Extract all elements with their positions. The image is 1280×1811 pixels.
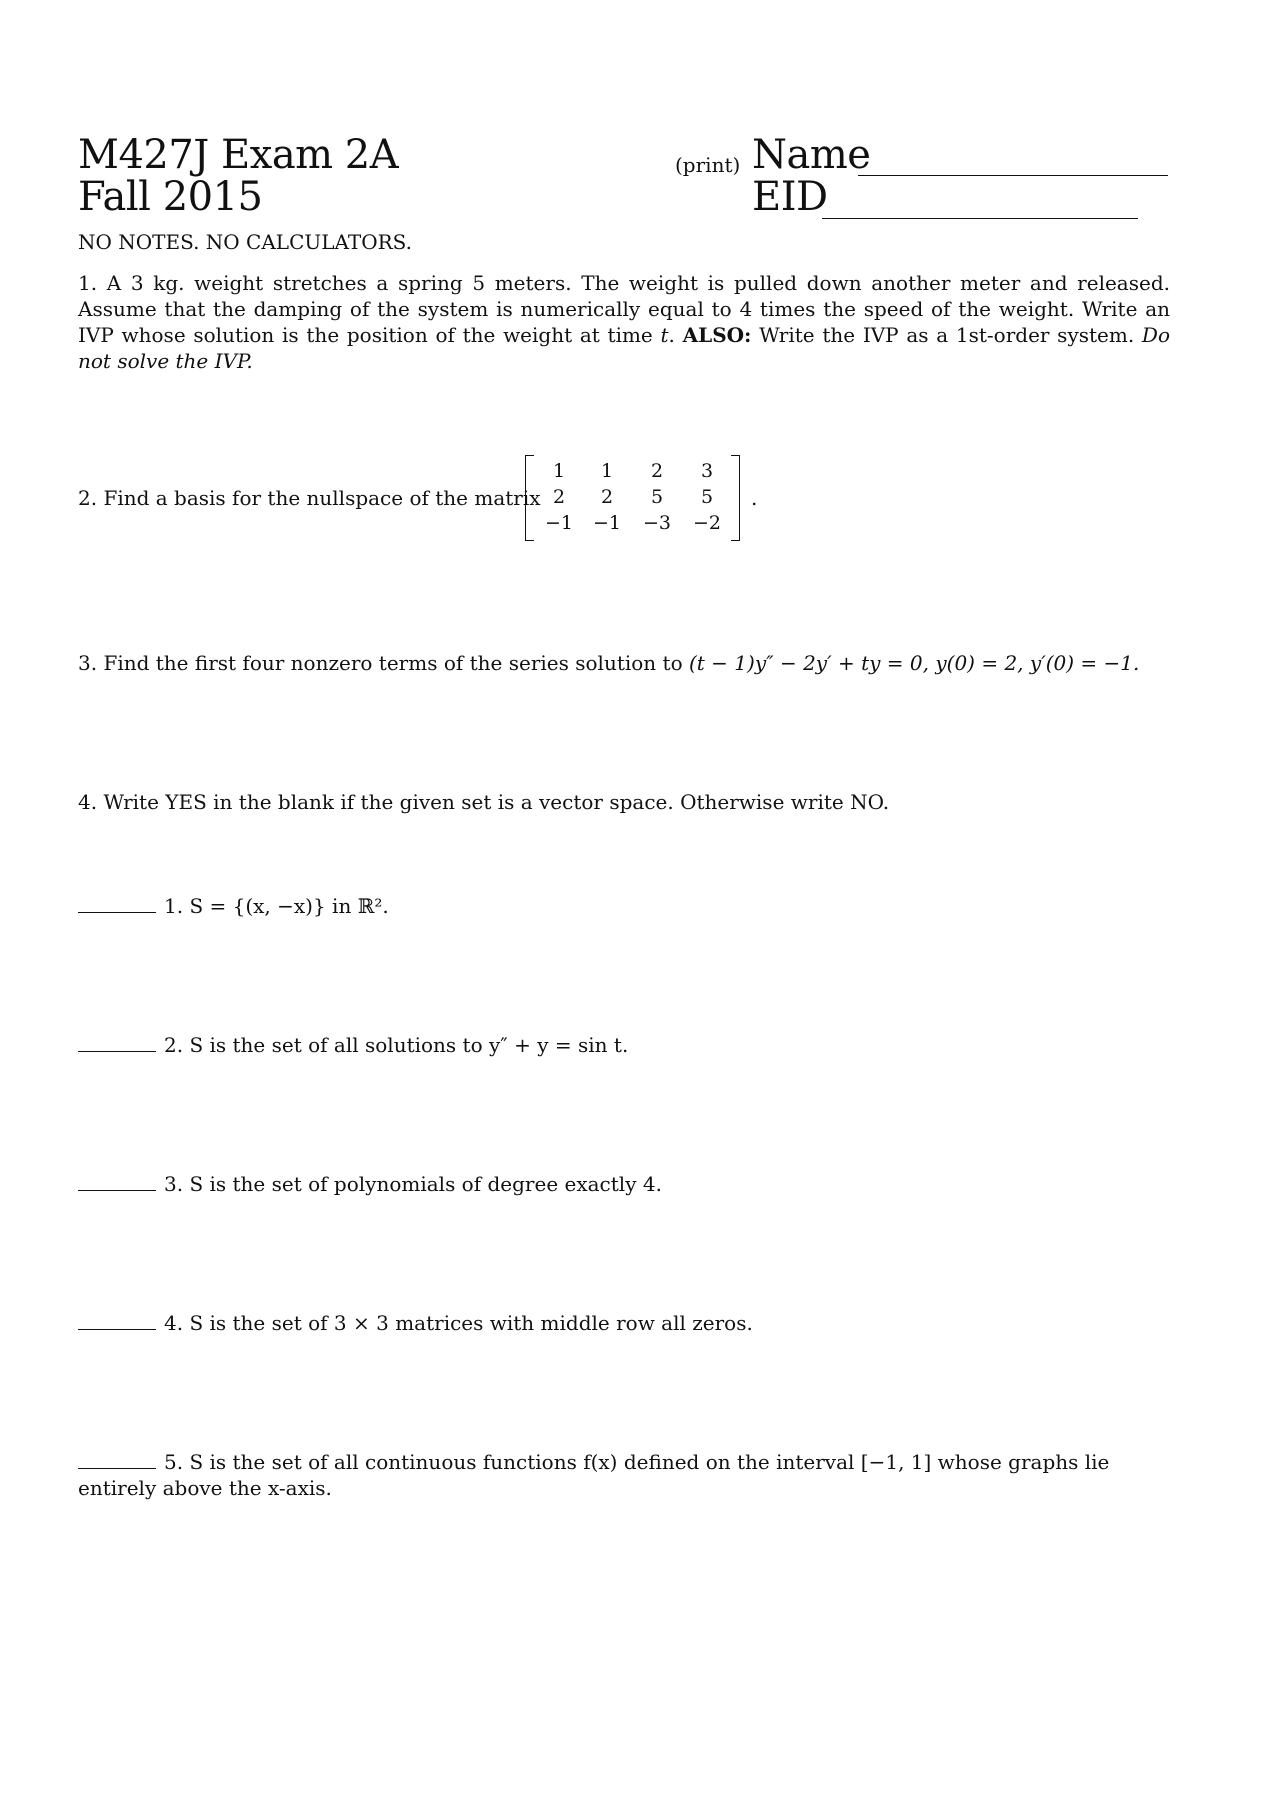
matrix-cell: 2	[650, 460, 664, 482]
matrix-cell: 3	[700, 460, 714, 482]
q4-item-1	[78, 893, 389, 919]
q1-var-t: t	[660, 323, 669, 347]
matrix-cell: 1	[552, 460, 566, 482]
q1-text-b: .	[668, 323, 683, 347]
matrix-cell: 1	[600, 460, 614, 482]
q4-item-3	[78, 1171, 662, 1197]
matrix-right-bracket	[731, 455, 740, 541]
question-3	[78, 650, 1139, 676]
print-label: (print)	[675, 153, 741, 177]
matrix-left-bracket	[525, 455, 534, 541]
q1-text-c: Write the IVP as a 1st-order system.	[751, 323, 1142, 347]
answer-blank-3[interactable]	[78, 1172, 156, 1191]
instructions: NO NOTES. NO CALCULATORS.	[78, 230, 413, 254]
name-blank-line[interactable]	[858, 175, 1168, 176]
answer-blank-1[interactable]	[78, 894, 156, 913]
answer-blank-5[interactable]	[78, 1450, 156, 1469]
matrix	[525, 455, 740, 539]
q4-item-3-text: 3. S is the set of polynomials of degree exactly 4.	[164, 1172, 662, 1196]
q4-item-4	[78, 1310, 753, 1336]
term-title: Fall 2015	[78, 174, 263, 220]
q1-text-a: 1. A 3 kg. weight stretches a spring 5 meters. The weight is pulled down another meter and released. Assume that the damping of the system is numerically equal to 4 times the speed of the weight. Write an IVP whose solution is the position of the weight at time	[78, 271, 1170, 347]
name-label: Name	[752, 132, 871, 178]
q4-item-5-text: 5. S is the set of all continuous functions f(x) defined on the interval [−1, 1] whose graphs lie entirely above the x-axis.	[78, 1450, 1110, 1500]
answer-blank-2[interactable]	[78, 1033, 156, 1052]
matrix-cell: −1	[592, 512, 621, 534]
course-title: M427J Exam 2A	[78, 132, 399, 178]
question-4-prompt: 4. Write YES in the blank if the given set is a vector space. Otherwise write NO.	[78, 790, 890, 814]
matrix-cell: −3	[642, 512, 671, 534]
matrix-cell: 2	[552, 486, 566, 508]
q4-item-2	[78, 1032, 628, 1058]
matrix-cell: 2	[600, 486, 614, 508]
matrix-cell: 5	[650, 486, 664, 508]
matrix-cell: −2	[692, 512, 721, 534]
question-2-prompt: 2. Find a basis for the nullspace of the matrix	[78, 486, 541, 510]
q3-prompt: 3. Find the first four nonzero terms of the series solution to	[78, 651, 689, 675]
eid-blank-line[interactable]	[822, 218, 1138, 219]
q4-item-2-text: 2. S is the set of all solutions to y″ + y = sin t.	[164, 1033, 629, 1057]
q4-item-1-text: 1. S = {(x, −x)} in ℝ².	[164, 894, 389, 918]
eid-label: EID	[752, 174, 828, 220]
q3-equation: (t − 1)y″ − 2y′ + ty = 0, y(0) = 2, y′(0) = −1.	[688, 651, 1140, 675]
q4-item-4-text: 4. S is the set of 3 × 3 matrices with middle row all zeros.	[164, 1311, 753, 1335]
matrix-cell: 5	[700, 486, 714, 508]
answer-blank-4[interactable]	[78, 1311, 156, 1330]
matrix-cell: −1	[544, 512, 573, 534]
q1-also-label: ALSO:	[682, 323, 752, 347]
matrix-period: .	[751, 486, 758, 510]
q4-item-5	[78, 1449, 1173, 1501]
q1-italic-end: Do not solve the IVP.	[78, 323, 1170, 373]
question-1	[78, 270, 1170, 374]
